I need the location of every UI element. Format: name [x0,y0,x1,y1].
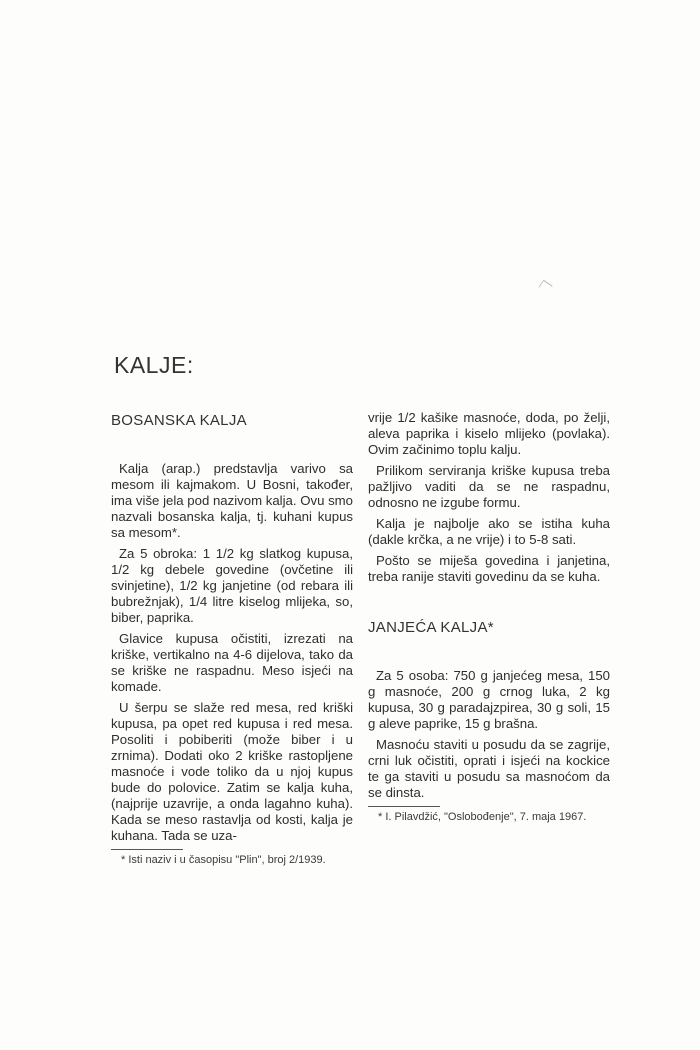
paragraph: Kalja je najbolje ako se istiha kuha (dakle krčka, a ne vrije) i to 5-8 sati. [368,516,610,547]
paragraph: Masnoću staviti u posudu da se zagrije, crni luk očistiti, oprati i isjeći na kockice te ga staviti u posudu sa masnoćom da se dinsta. [368,737,610,800]
footnote-divider [368,806,440,807]
paragraph: Prilikom serviranja kriške kupusa treba pažljivo vaditi da se ne raspadnu, odnosno ne izgube formu. [368,463,610,510]
left-column [111,412,353,868]
footnote-divider [111,849,183,850]
paragraph: Kalja (arap.) predstavlja varivo sa mesom ili kajmakom. U Bosni, također, ima više jela pod nazivom kalja. Ovu smo nazvali bosanska kalja, tj. kuhani kupus sa mesom*. [111,461,353,540]
paragraph: Za 5 osoba: 750 g janjećeg mesa, 150 g masnoće, 200 g crnog luka, 2 kg kupusa, 30 g paradajzpirea, 30 g soli, 15 g aleve paprike, 15 g brašna. [368,668,610,731]
paragraph: Glavice kupusa očistiti, izrezati na kriške, vertikalno na 4-6 dijelova, tako da se kriške ne raspadnu. Meso isjeći na komade. [111,631,353,694]
chapter-title: KALJE: [114,352,194,378]
paragraph: vrije 1/2 kašike masnoće, doda, po želji, aleva paprika i kiselo mlijeko (povlaka). Ovim začinimo toplu kalju. [368,410,610,457]
paragraph: Za 5 obroka: 1 1/2 kg slatkog kupusa, 1/2 kg debele govedine (ovčetine ili svinjetine), 1/2 kg janjetine (od rebara ili bubrežnjak), 1/4 litre kiselog mlijeka, so, biber, paprika. [111,546,353,625]
footnote: * Isti naziv i u časopisu "Plin", broj 2/1939. [121,854,326,866]
paragraph: Pošto se miješa govedina i janjetina, treba ranije staviti govedinu da se kuha. [368,553,610,584]
paragraph: U šerpu se slaže red mesa, red kriški kupusa, pa opet red kupusa i red mesa. Posoliti i pobiberiti (može biber i u zrnima). Dodati oko 2 kriške rastopljene masnoće i vode toliko da u njoj kupus bude do polovice. Zatim se kalja kuha, (najprije uzavrije, a onda lagahno kuha). Kada se meso rastavlja od kosti, kalja je kuhana. Tada se uza- [111,700,353,843]
scan-mark [538,280,552,294]
section-title-janjeca-kalja: JANJEĆA KALJA* [368,619,494,636]
section-title-bosanska-kalja: BOSANSKA KALJA [111,412,247,429]
right-column [368,410,610,825]
footnote: * I. Pilavdžić, "Oslobođenje", 7. maja 1967. [378,811,587,823]
